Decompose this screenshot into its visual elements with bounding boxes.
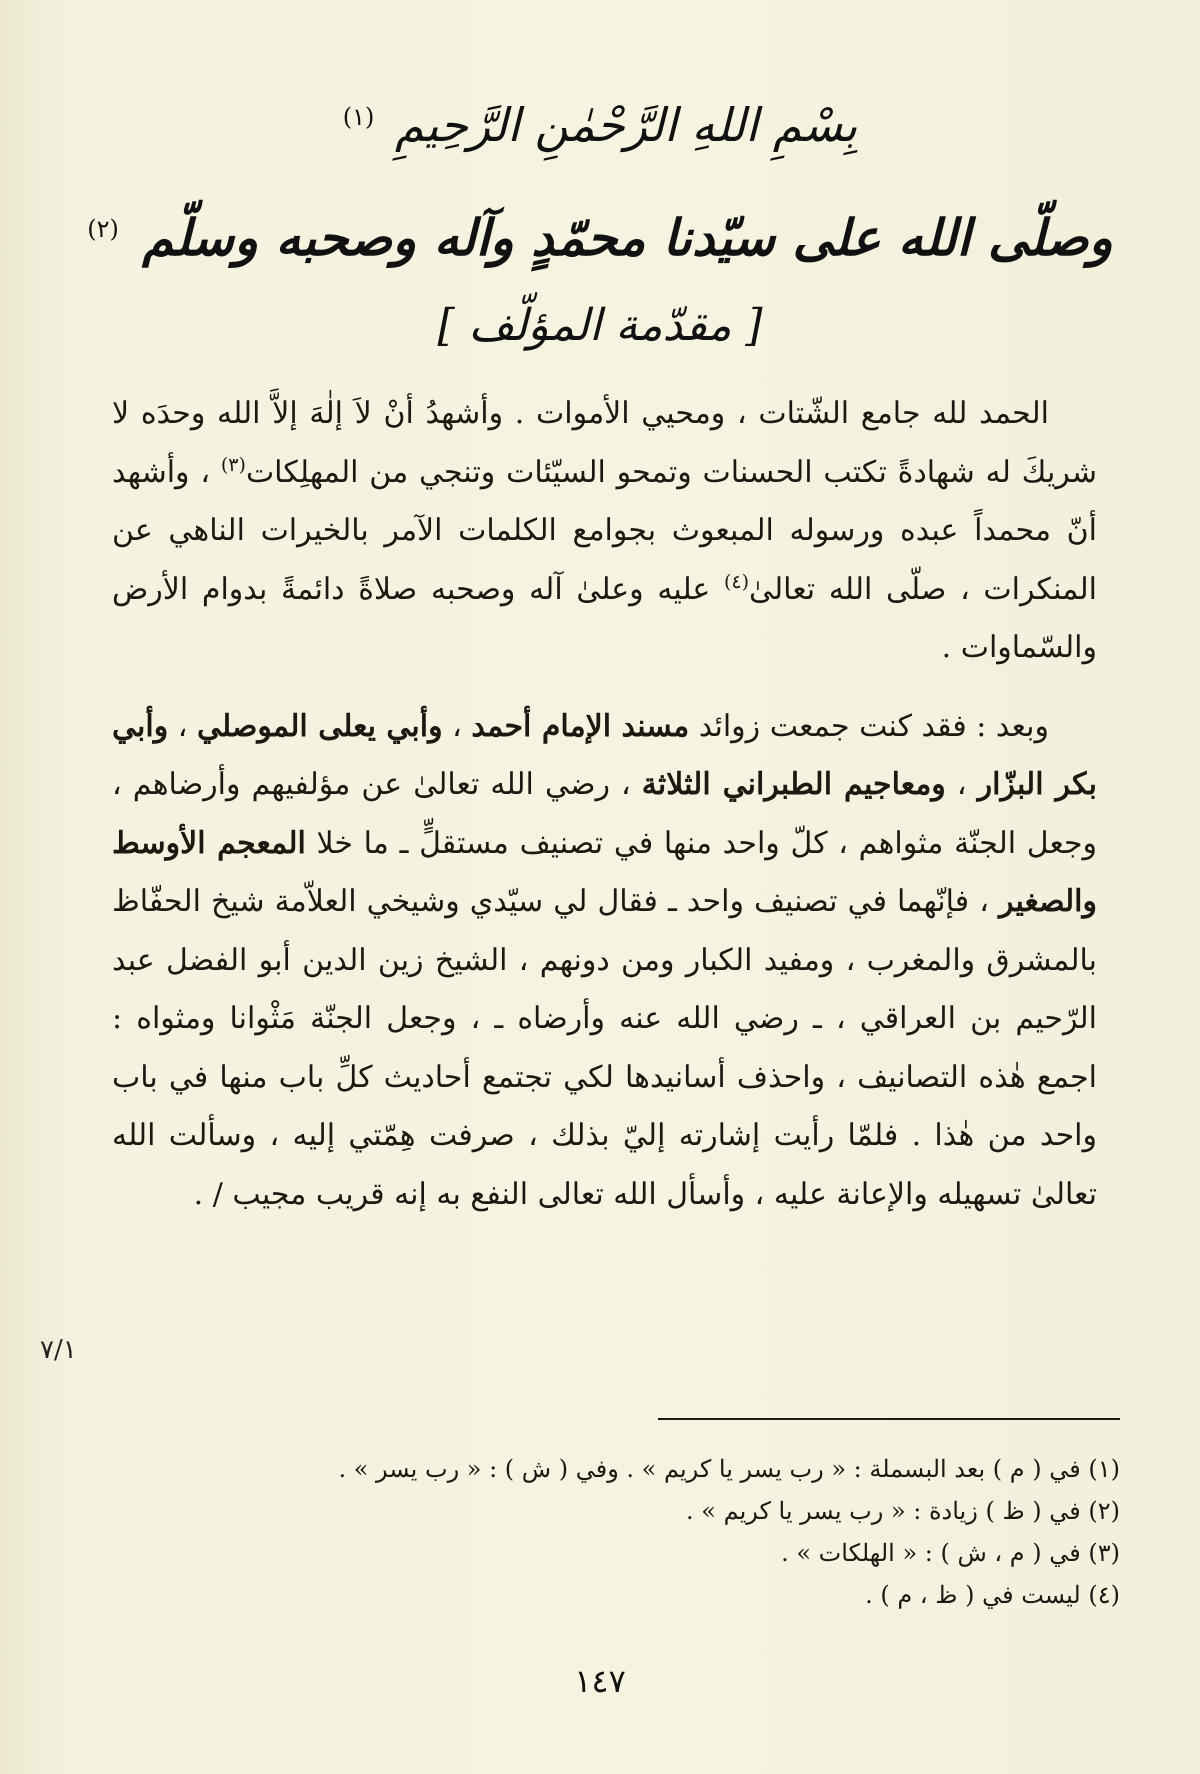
salawat-heading — [0, 208, 1200, 267]
paragraph-2-rest: ، فإنّهما في تصنيف واحد ـ فقال لي سيّدي وشيخي العلاّمة شيخ الحفّاظ بالمشرق والمغرب ، ومفيد الكبار ومن دونهم ، الشيخ زين الدين أبو الفضل عبد الرّحيم بن العراقي ، ـ رضي الله عنه وأرضاه ـ ، وجعل الجنّة مَثْوانا ومثواه : اجمع هٰذه التصانيف ، واحذف أسانيدها لكي تجتمع أحاديث كلِّ باب منها في باب واحد من هٰذا . فلمّا رأيت إشارته إليّ بذلك ، صرفت هِمّتي إليه ، وسألت الله تعالىٰ تسهيله والإعانة عليه ، وأسأل الله تعالى النفع به إنه قريب مجيب / . — [112, 884, 1097, 1212]
paragraph-2-middle: ، رضي الله تعالىٰ عن مؤلفيهم وأرضاهم ، وجعل الجنّة مثواهم ، كلّ واحد منها في تصنيف مستقلٍّ ـ ما خلا — [112, 767, 1097, 861]
footnote-4: (٤) ليست في ( ظ ، م ) . — [865, 1581, 1120, 1609]
page-number: ١٤٧ — [574, 1662, 626, 1700]
basmala-text: بِسْمِ اللهِ الرَّحْمٰنِ الرَّحِيمِ — [394, 98, 858, 152]
paragraph-2-intro: وبعد : فقد كنت جمعت زوائد — [689, 708, 1049, 744]
separator: ، — [168, 708, 197, 744]
paragraph-1-part-a: الحمد لله جامع الشّتات ، ومحيي الأموات . وأشهدُ أنْ لاَ إلٰهَ إلاَّ الله وحدَه لا شريكَ له شهادةً تكتب الحسنات وتمحو السيّئات وتنجي من المهلِكات — [112, 396, 1097, 490]
paragraph-1 — [112, 385, 1097, 678]
salawat-text: وصلّى الله على سيّدنا محمّدٍ وآله وصحبه وسلّم — [142, 208, 1113, 267]
footnotes — [112, 1448, 1120, 1616]
section-title: [ مقدّمة المؤلّف ] — [437, 300, 763, 351]
footnote-ref-1: (١) — [342, 102, 375, 131]
footnote-ref-2: (٢) — [87, 215, 119, 244]
basmala-heading — [0, 98, 1200, 152]
footnote-ref-3: (٣) — [220, 453, 246, 476]
paragraph-1-part-c: عليه وعلىٰ آله وصحبه صلاةً دائمةً بدوام الأرض والسّماوات . — [112, 571, 1097, 665]
footnote-divider — [658, 1418, 1120, 1420]
manuscript-folio-marker: ٧/١ — [40, 1335, 77, 1365]
footnote-1: (١) في ( م ) بعد البسملة : « رب يسر يا كريم » . وفي ( ش ) : « رب يسر » . — [338, 1455, 1120, 1483]
book-title-musnad-ahmad: مسند الإمام أحمد — [471, 708, 690, 744]
book-title-tabarani: ومعاجيم الطبراني الثلاثة — [641, 767, 946, 802]
paragraph-1-part-b: ، وأشهد أنّ محمداً عبده ورسوله المبعوث بجوامع الكلمات الآمر بالخيرات الناهي عن المنكرات ، صلّى الله تعالىٰ — [112, 454, 1097, 607]
book-title-bazzar: وأبي بكر البزّار — [112, 708, 1097, 802]
footnote-3: (٣) في ( م ، ش ) : « الهلكات » . — [781, 1539, 1120, 1567]
footnote-2: (٢) في ( ظ ) زيادة : « رب يسر يا كريم » . — [686, 1497, 1120, 1525]
separator: ، — [442, 708, 472, 744]
main-text — [112, 385, 1097, 1224]
book-title-awsat-saghir: المعجم الأوسط والصغير — [112, 825, 1097, 919]
separator: ، — [945, 767, 978, 802]
footnote-ref-4: (٤) — [723, 570, 750, 593]
paragraph-2 — [112, 698, 1097, 1225]
book-title-abu-yala: وأبي يعلى الموصلي — [197, 708, 443, 744]
